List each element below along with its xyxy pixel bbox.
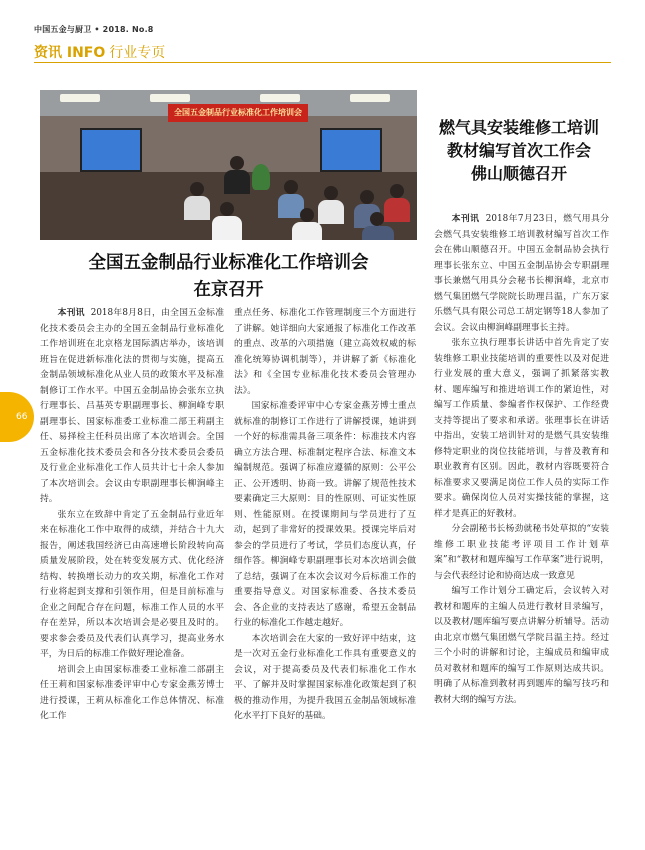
article-paragraph: 本次培训会在大家的一致好评中结束，这是一次对五金行业标准化工作具有重要意义的会议，对于提高委员及代表们标准化工作水平、了解并及时掌握国家标准化政策起到了积极的推动作用，为提升我国五金制品领域标准化水平打下良好的基础。 bbox=[234, 633, 416, 721]
article-paragraph: 编写工作计划分工确定后，会议转入对教材和题库的主编人员进行教材目录编写，以及教材/题库编写要点讲解分析辅导。活动由北京市燃气集团燃气学院吕温主持。经过三个小时的讲解和讨论，主编成员和编审成员对教材和题库的编写工作原则达成共识。明确了从标准到教材再到题库的编写技巧和教材大纲的编写方法。 bbox=[434, 586, 609, 705]
article-title-left bbox=[40, 250, 417, 304]
conference-photo bbox=[40, 90, 417, 240]
article-paragraph: 国家标准委评审中心专家金燕芳博士重点就标准的制修订工作进行了讲解授课，她讲到一个好的标准需具备三项条件：标准技术内容确立方法合理、标准制定程序合法、标准文本编制规范。强调了标准应遵循的原则：公平公正、公开透明、协商一致。讲解了规范性技术要素确定三大原则：目的性原则、可证实性原则、性能原则。在授课期间与学员进行了互动，起到了非常好的授课效果。授课完毕后对参会的学员进行了考试，学员们态度认真，仔细作答。柳涧峰专职副理事长对本次培训会做了总结，强调了在本次会议对今后标准工作的重要指导意义。对国家标准委、各技术委员会、各企业的支持表达了感谢，希望五金制品行业的标准化工作越走越好。 bbox=[234, 401, 416, 628]
photo-attendee bbox=[190, 182, 204, 196]
photo-attendee bbox=[370, 212, 384, 226]
section-label-main: 资讯 INFO bbox=[34, 45, 106, 61]
article-title-left-line2: 在京召开 bbox=[193, 280, 264, 300]
photo-attendee bbox=[220, 202, 234, 216]
photo-light bbox=[260, 94, 300, 102]
photo-attendee bbox=[184, 196, 210, 220]
photo-attendee bbox=[360, 190, 374, 204]
photo-banner: 全国五金制品行业标准化工作培训会 bbox=[168, 104, 308, 122]
photo-attendee bbox=[324, 186, 338, 200]
article-paragraph: 张东立执行理事长讲话中首先肯定了安装维修工职业技能培训的重要性以及对促进行业发展的重大意义，强调了抓紧落实教材、题库编写和推进培训工作的紧迫性，对编写工作质量、参编者作权保护、工作经费支持等提出了要求和承诺。张理事长在讲话中指出，安装工培训针对的是燃气具安装维修特定职业的岗位技能培训，与普及教育和职业教育有区别。因此，教材内容既要符合标准要求又要满足岗位工作人员的实际工作要求。确保岗位人员对实操技能的掌握，这样才是真正的好教材。 bbox=[434, 338, 609, 519]
section-label-sub: 行业专页 bbox=[109, 45, 166, 61]
article-title-right bbox=[424, 116, 614, 185]
photo-light bbox=[350, 94, 390, 102]
section-header bbox=[34, 36, 611, 64]
photo-attendee bbox=[390, 184, 404, 198]
photo-speaker bbox=[230, 156, 244, 170]
photo-light bbox=[150, 94, 190, 102]
article-paragraph bbox=[40, 306, 224, 508]
article-text: 2018年8月8日，由全国五金标准化技术委员会主办的全国五金制品行业标准化工作培训班在北京格龙国际酒店举办，该培训班旨在促进新标准化法的贯彻与实施，提高五金制品领域标准化从业人员的政策水平及标准制修订工作水平。中国五金制品协会张东立执行理事长、吕基英专职副理事长、柳涧峰专职副理事长、国家标准委工业标准二部王莉副主任、易择检主任科员出席了本次培训会。全国五金标准化技术委员会和各分技术委员会委员及行业企业标准化工作人员共计七十余人参加了本次培训会。会议由专职副理事长柳涧峰主持。 bbox=[40, 308, 224, 504]
page-number: 66 bbox=[16, 412, 28, 422]
section-label bbox=[34, 42, 165, 62]
article-title-right-line: 佛山顺德召开 bbox=[470, 164, 567, 183]
photo-screen-left bbox=[80, 128, 142, 172]
article-paragraph: 重点任务、标准化工作管理制度三个方面进行了讲解。她详细向大家通报了标准化工作改革的重点、改革的六项措施（建立高效权威的标准化统筹协调机制等），并讲解了新《标准化法》和《全国专业标准化技术委员会管理办法》。 bbox=[234, 308, 416, 396]
photo-screen-right bbox=[320, 128, 382, 172]
photo-attendee bbox=[212, 216, 242, 240]
photo-attendee bbox=[292, 222, 322, 240]
photo-attendee bbox=[362, 226, 394, 240]
article-paragraph bbox=[434, 212, 609, 336]
photo-attendee bbox=[384, 198, 410, 222]
article-text: 2018年7月23日，燃气用具分会燃气具安装维修工培训教材编写首次工作会在佛山顺德召开。中国五金制品协会执行理事长张东立、中国五金制品协会专职副理事长兼燃气用具分会秘书长柳涧峰，北京市燃气集团燃气学院院长助理吕温，广东万家乐燃气具有限公司总工胡定钢等18人参加了会议。会议由柳涧峰副理事长主持。 bbox=[434, 214, 609, 333]
article-paragraph: 张东立在致辞中肯定了五金制品行业近年来在标准化工作中取得的成绩，并结合十九大报告，阐述我国经济已由高速增长阶段转向高质量发展阶段，处在转变发展方式、优化经济结构、转换增长动力的攻关期，标准化工作对行业将起到支撑和引领作用，但是目前标准与企业之间配合存在问题，标准工作人员的水平存在差异，所以本次培训会是必要且及时的。要求参会委员及代表们认真学习，提高业务水平，为日后的标准工作做好理论准备。 bbox=[40, 509, 224, 659]
article-title-right-line: 教材编写首次工作会 bbox=[446, 141, 591, 160]
photo-attendee bbox=[284, 180, 298, 194]
article-paragraph: 培训会上由国家标准委工业标准二部副主任王莉和国家标准委评审中心专家金燕芳博士进行授课，王莉从标准化工作总体情况、标准化工作 bbox=[40, 664, 224, 721]
photo-speaker bbox=[224, 170, 250, 194]
masthead: 中国五金与厨卫 • 2018. No.8 bbox=[34, 25, 154, 34]
article-right-column bbox=[434, 212, 609, 708]
article-left-column-1 bbox=[40, 306, 224, 725]
photo-light bbox=[60, 94, 100, 102]
article-title-right-line: 燃气具安装维修工培训 bbox=[438, 118, 599, 137]
article-left-column-2 bbox=[234, 306, 416, 725]
photo-attendee bbox=[300, 208, 314, 222]
article-byline: 本刊讯 bbox=[57, 308, 85, 318]
photo-plant bbox=[252, 164, 270, 190]
photo-attendee bbox=[318, 200, 344, 224]
article-title-left-line1: 全国五金制品行业标准化工作培训会 bbox=[88, 253, 369, 273]
section-rule bbox=[34, 62, 611, 63]
article-paragraph: 分会副秘书长杨劲就秘书处草拟的“安装维修工职业技能考评项目工作计划草案”和“教材和题库编写工作草案”进行说明，与会代表经讨论和协商达成一致意见 bbox=[434, 524, 609, 581]
article-byline: 本刊讯 bbox=[451, 214, 480, 224]
